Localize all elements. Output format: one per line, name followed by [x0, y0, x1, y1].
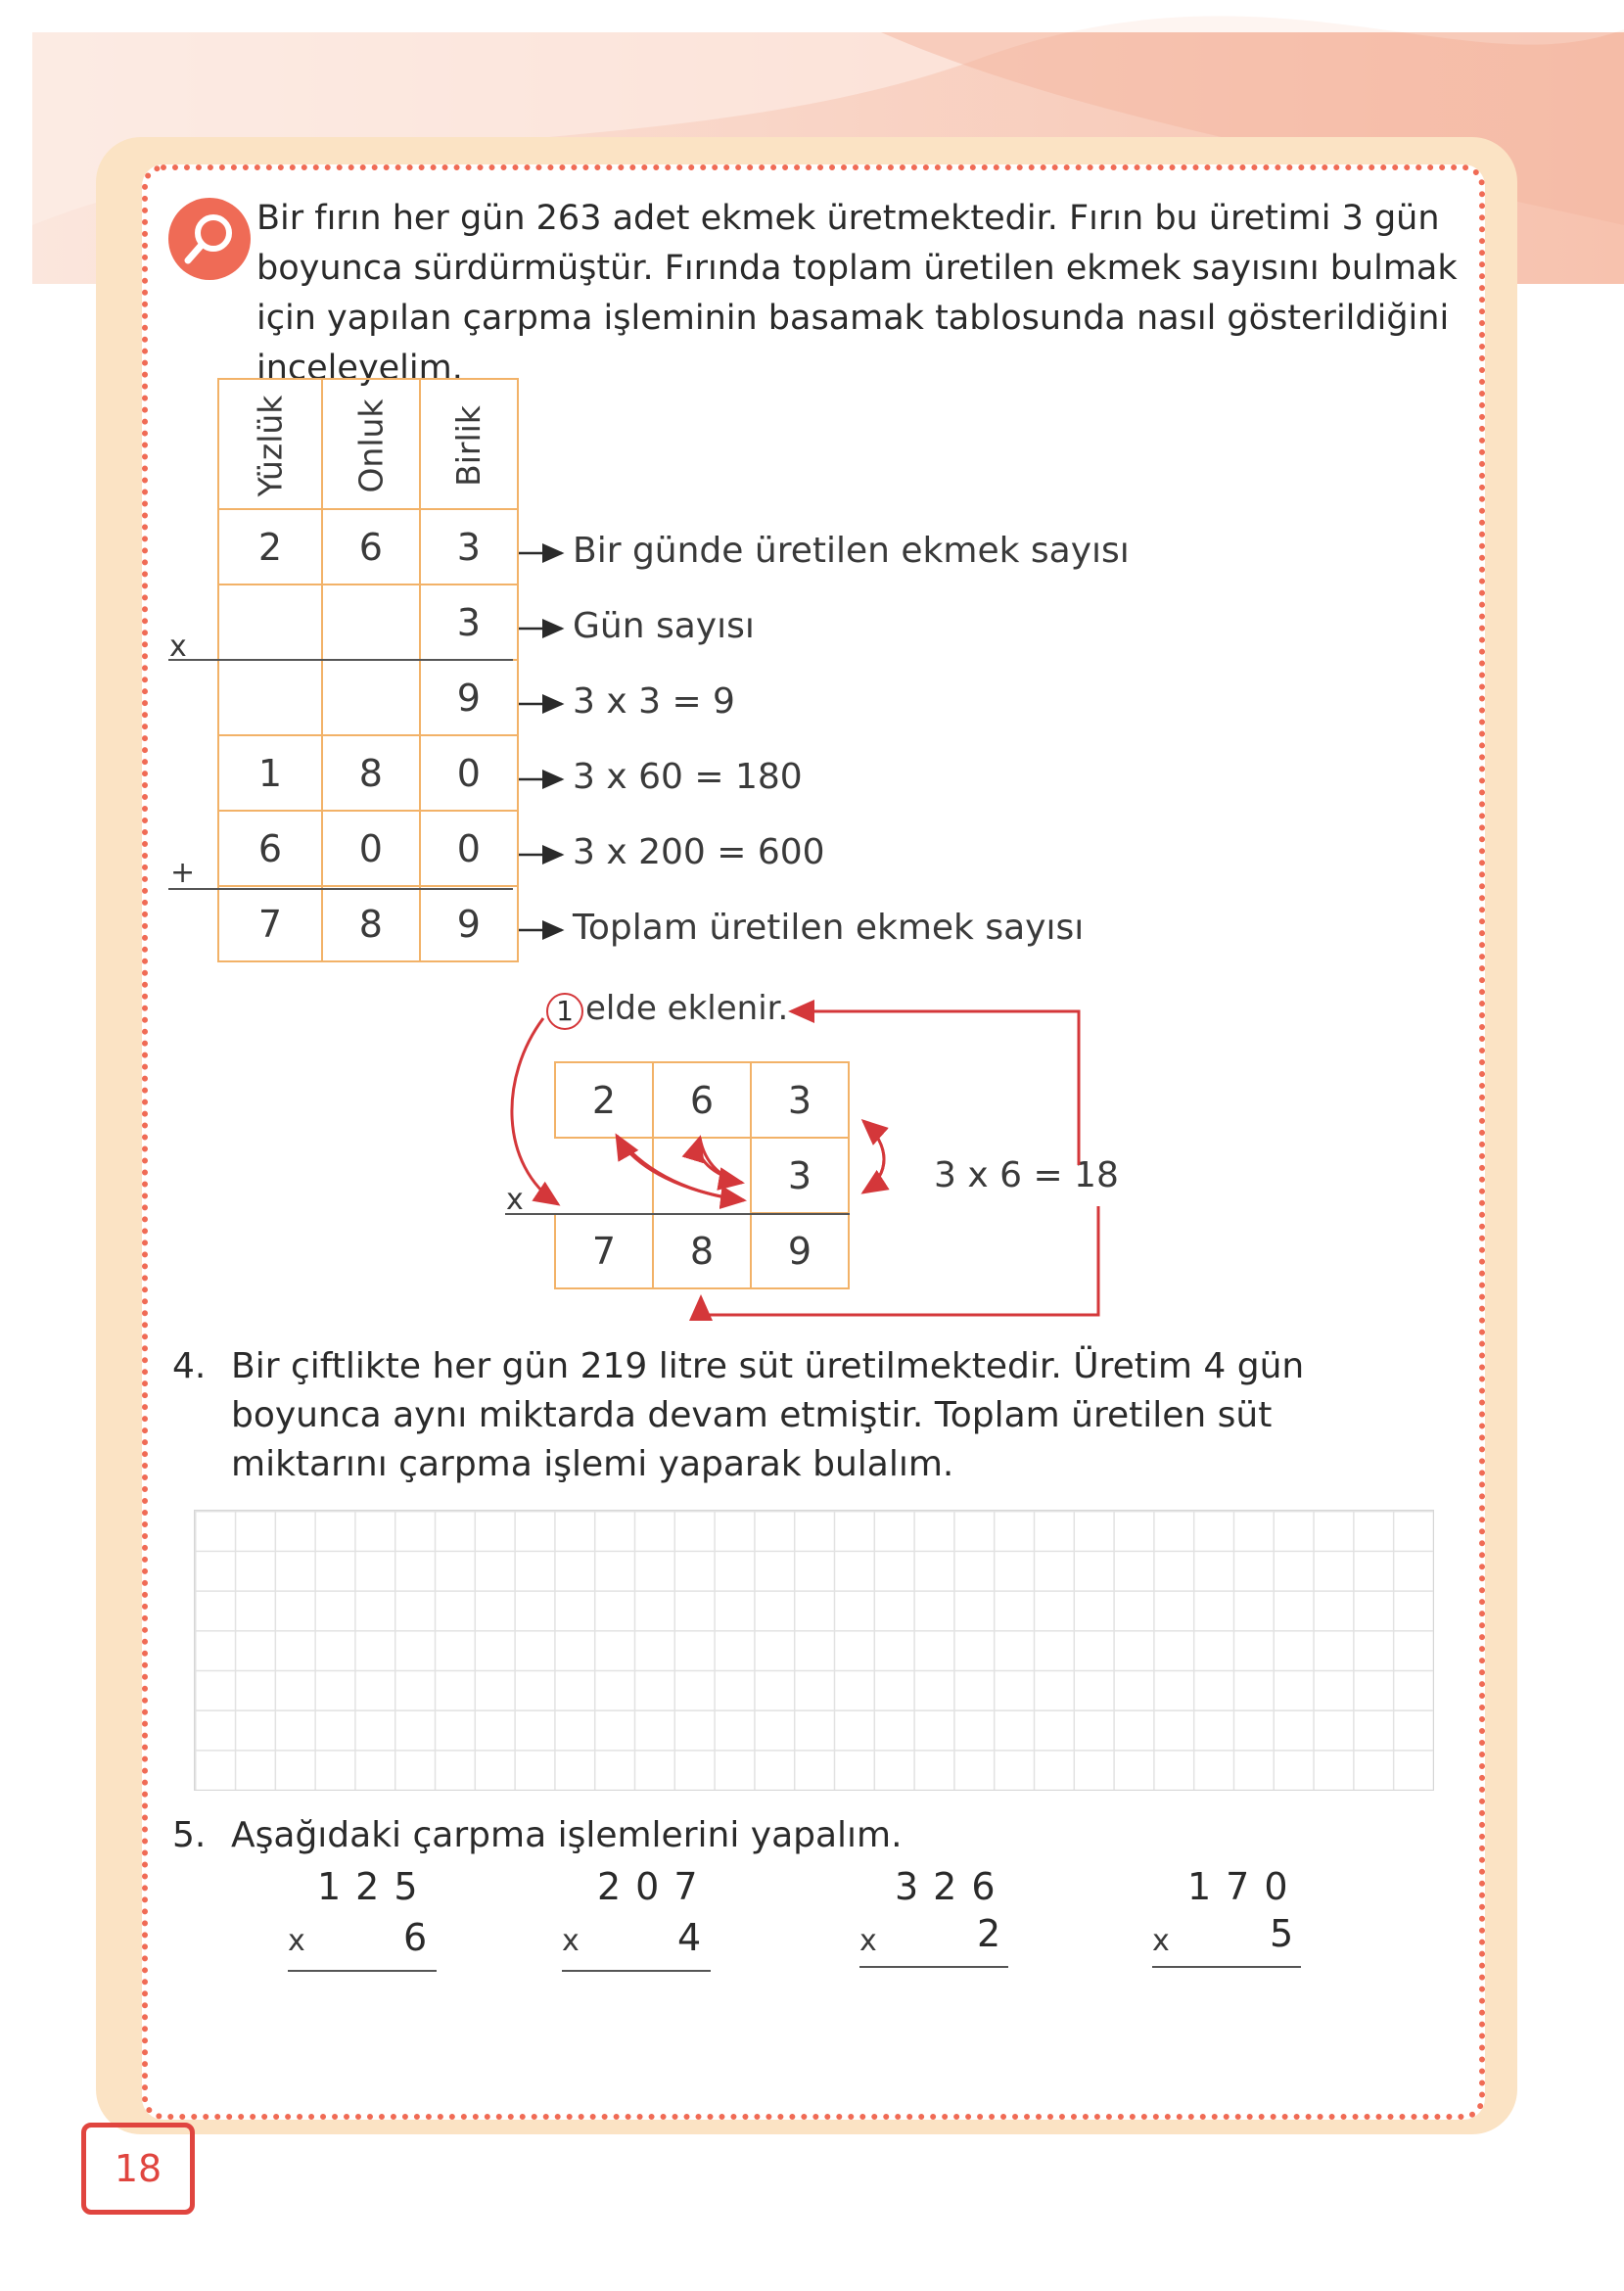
answer-grid[interactable] [194, 1510, 1434, 1791]
note-tens-product: 3 x 60 = 180 [573, 757, 803, 797]
carry-circle: 1 [546, 993, 583, 1030]
problem-3-top: 326 [895, 1865, 1010, 1908]
table-row: 2 6 3 [555, 1062, 849, 1138]
problem-2-top: 207 [597, 1865, 713, 1908]
problem-1-top: 125 [317, 1865, 433, 1908]
header-hundreds: Yüzlük [218, 379, 322, 509]
page-number: 18 [81, 2123, 195, 2215]
carry-multiply-sign: x [506, 1183, 524, 1217]
problem-3[interactable] [859, 1865, 1008, 1978]
table-row: 3 [555, 1138, 849, 1213]
problem-3-sign: x [859, 1924, 877, 1958]
problem-1-sign: x [288, 1924, 305, 1958]
header-tens: Onluk [322, 379, 420, 509]
problem-4-line [1152, 1966, 1301, 1968]
problem-4-sign: x [1152, 1924, 1170, 1958]
problem-3-line [859, 1966, 1008, 1968]
problem-2-multiplier: 4 [677, 1916, 702, 1959]
table-row: 3 [218, 584, 518, 660]
table-row: 2 6 3 [218, 509, 518, 584]
q4-number: 4. [172, 1346, 207, 1386]
problem-2[interactable] [562, 1865, 711, 1978]
problem-1-line [288, 1970, 437, 1972]
problem-2-sign: x [562, 1924, 580, 1958]
note-day-count: Gün sayısı [573, 606, 755, 646]
carry-expression: 3 x 6 = 18 [934, 1155, 1119, 1195]
problem-4[interactable] [1152, 1865, 1301, 1978]
problem-3-multiplier: 2 [977, 1912, 1001, 1955]
table-row: 9 [218, 660, 518, 735]
table-row: 6 0 0 [218, 811, 518, 886]
q5-text: Aşağıdaki çarpma işlemlerini yapalım. [231, 1815, 903, 1855]
q5-number: 5. [172, 1815, 207, 1855]
table-row: 7 8 9 [555, 1213, 849, 1288]
problem-4-multiplier: 5 [1270, 1912, 1294, 1955]
header-ones: Birlik [420, 379, 518, 509]
problem-2-line [562, 1970, 711, 1972]
problem-1-multiplier: 6 [403, 1916, 428, 1959]
note-total: Toplam üretilen ekmek sayısı [573, 908, 1085, 948]
table-row: 1 8 0 [218, 735, 518, 811]
note-ones-product: 3 x 3 = 9 [573, 681, 735, 722]
table-plus-sign: + [170, 856, 196, 890]
intro-text: Bir fırın her gün 263 adet ekmek üretmektedir. Fırın bu üretimi 3 gün boyunca sürdürmüştür. Fırında toplam üretilen ekmek sayısını bulmak için yapılan çarpma işleminin basamak tablosunda nasıl gösterildiğini inceleyelim. [256, 199, 1458, 388]
problem-4-top: 170 [1187, 1865, 1303, 1908]
carry-label: elde eklenir. [585, 989, 789, 1028]
table-row: 7 8 9 [218, 886, 518, 961]
note-hundreds-product: 3 x 200 = 600 [573, 832, 825, 872]
q4-text: Bir çiftlikte her gün 219 litre süt üretilmektedir. Üretim 4 gün boyunca aynı miktarda devam etmiştir. Toplam üretilen süt miktarını çarpma işlemi yaparak bulalım. [231, 1346, 1305, 1484]
note-daily-count: Bir günde üretilen ekmek sayısı [573, 531, 1130, 571]
problem-1[interactable] [288, 1865, 437, 1978]
table-multiply-sign: x [169, 630, 187, 664]
